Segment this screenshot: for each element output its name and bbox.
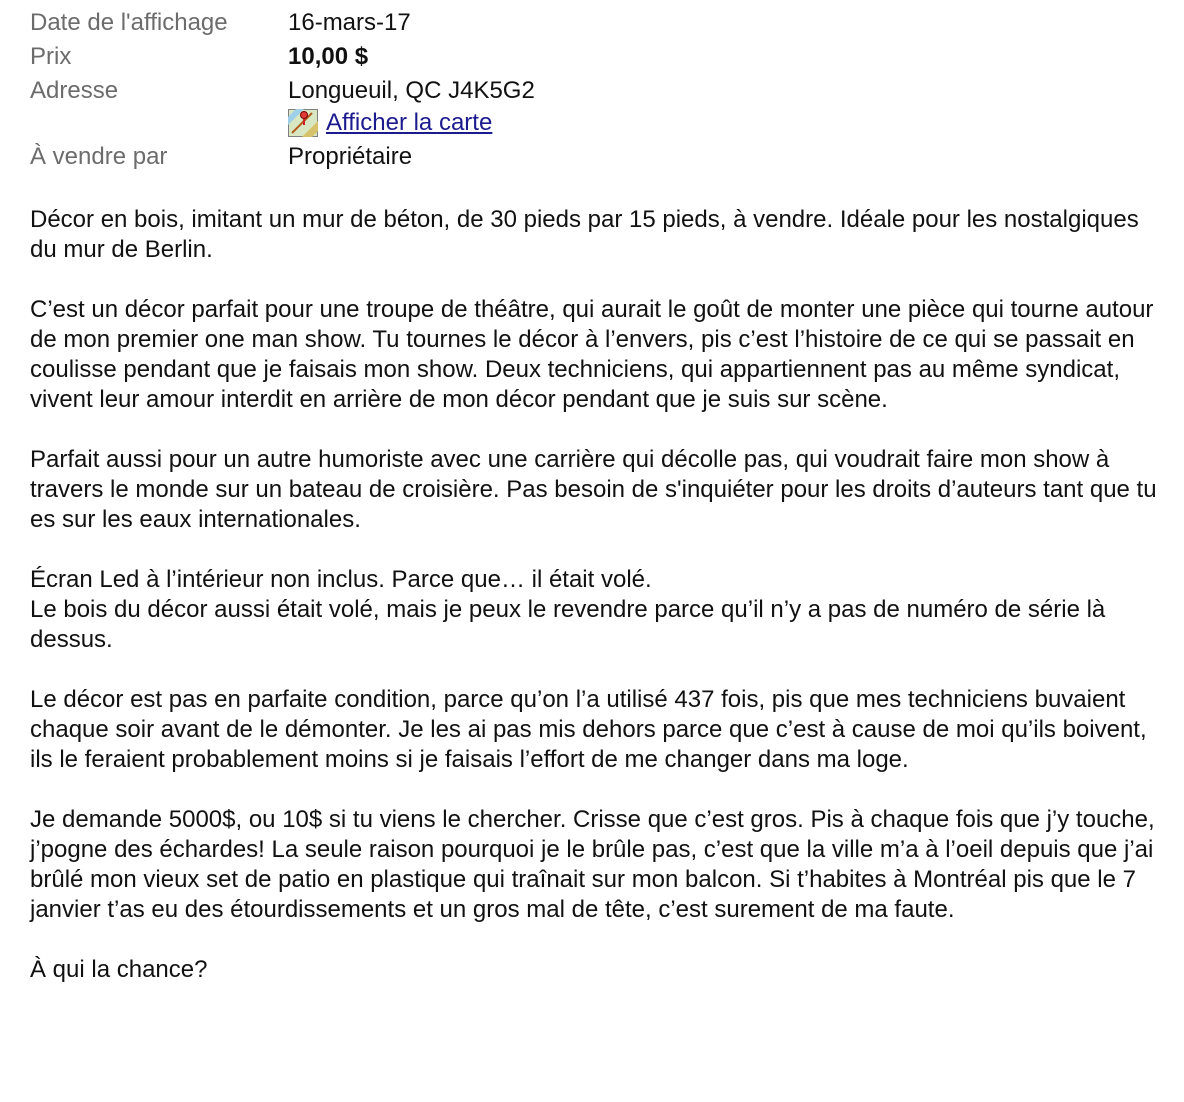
price-label: Prix (30, 43, 72, 70)
listing-page (30, 6, 1160, 985)
description (30, 205, 1160, 985)
seller-value: Propriétaire (288, 143, 413, 170)
description-paragraph-2: C’est un décor parfait pour une troupe de théâtre, qui aurait le goût de monter une pièce qui tourne autour de mon premier one man show. Tu tournes le décor à l’envers, pis c’est l’histoire de ce qui se passait en coulisse pendant que je faisais mon show. Deux techniciens, qui appartiennent pas au même syndicat, vivent leur amour interdit en arrière de mon décor pendant que je suis sur scène. (30, 296, 1154, 413)
description-paragraph-4-line-1: Écran Led à l’intérieur non inclus. Parce que… il était volé. (30, 566, 652, 593)
description-paragraph-4-line-2: Le bois du décor aussi était volé, mais je peux le revendre parce qu’il n’y a pas de numéro de série là dessus. (30, 596, 1106, 653)
listing-details (30, 6, 1160, 174)
date-value: 16-mars-17 (288, 9, 411, 36)
description-paragraph-1: Décor en bois, imitant un mur de béton, de 30 pieds par 15 pieds, à vendre. Idéale pour les nostalgiques du mur de Berlin. (30, 206, 1139, 263)
price-value: 10,00 $ (288, 43, 369, 70)
description-paragraph-6: Je demande 5000$, ou 10$ si tu viens le chercher. Crisse que c’est gros. Pis à chaque fois que j’y touche, j’pogne des échardes! La seule raison pourquoi je le brûle pas, c’est que la ville m’a à l’oeil depuis que j’ai brûlé mon vieux set de patio en plastique qui traînait sur mon balcon. Si t’habites à Montréal pis que le 7 janvier t’as eu des étourdissements et un gros mal de tête, c’est surement de ma faute. (30, 806, 1155, 923)
address-value: Longueuil, QC J4K5G2 (288, 77, 535, 104)
address-block (288, 74, 1160, 140)
description-paragraph-4 (30, 565, 1160, 655)
date-label: Date de l'affichage (30, 9, 228, 36)
description-paragraph-5: Le décor est pas en parfaite condition, parce qu’on l’a utilisé 437 fois, pis que mes techniciens buvaient chaque soir avant de le démonter. Je les ai pas mis dehors parce que c’est à cause de moi qu’ils boivent, ils le feraient probablement moins si je faisais l’effort de me changer dans ma loge. (30, 686, 1147, 773)
map-icon[interactable] (288, 109, 318, 137)
description-paragraph-7: À qui la chance? (30, 956, 208, 983)
description-paragraph-3: Parfait aussi pour un autre humoriste avec une carrière qui décolle pas, qui voudrait faire mon show à travers le monde sur un bateau de croisière. Pas besoin de s'inquiéter pour les droits d’auteurs tant que tu es sur les eaux internationales. (30, 446, 1157, 533)
map-row (288, 106, 1160, 140)
seller-label: À vendre par (30, 143, 168, 170)
address-label: Adresse (30, 77, 119, 104)
map-link[interactable]: Afficher la carte (326, 109, 493, 136)
